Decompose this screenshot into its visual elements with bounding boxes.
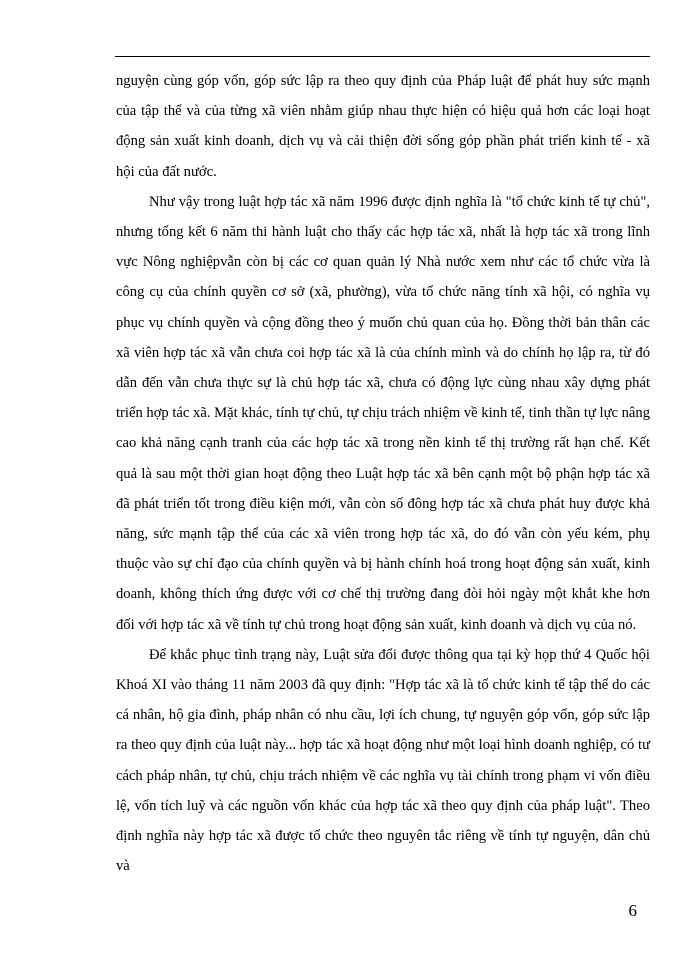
body-text bbox=[116, 66, 650, 881]
paragraph-continuation: nguyện cùng góp vốn, góp sức lập ra theo quy định của Pháp luật để phát huy sức mạnh của tập thể và của từng xã viên nhằm giúp nhau thực hiện có hiệu quả hơn các loại hoạt động sản xuất kinh doanh, dịch vụ và cải thiện đời sống góp phần phát triển kinh tế - xã hội của đất nước. bbox=[116, 73, 650, 180]
paragraph-amended-law: Để khắc phục tình trạng này, Luật sửa đổi được thông qua tại kỳ họp thứ 4 Quốc hội Khoá XI vào tháng 11 năm 2003 đã quy định: "Hợp tác xã là tổ chức kinh tế tập thể do các cá nhân, hộ gia đình, pháp nhân có nhu cầu, lợi ích chung, tự nguyện góp vốn, góp sức lập ra theo quy định của luật này... hợp tác xã hoạt động như một loại hình doanh nghiệp, có tư cách pháp nhân, tự chủ, chịu trách nhiệm về các nghĩa vụ tài chính trong phạm vi vốn điều lệ, vốn tích luỹ và các nguồn vốn khác của hợp tác xã theo quy định của pháp luật". Theo định nghĩa này hợp tác xã được tổ chức theo nguyên tắc riêng về tính tự nguyện, dân chủ và bbox=[116, 646, 650, 875]
header-rule bbox=[115, 56, 650, 57]
page-number: 6 bbox=[628, 901, 637, 920]
paragraph-cooperative-autonomy: Như vậy trong luật hợp tác xã năm 1996 được định nghĩa là "tổ chức kinh tế tự chủ", nhưng tổng kết 6 năm thi hành luật cho thấy các hợp tác xã, nhất là hợp tác xã trong lĩnh vực Nông nghiệpvẫn còn bị các cơ quan quản lý Nhà nước xem như các tổ chức vừa là công cụ của chính quyền cơ sở (xã, phường), vừa tổ chức năng tính xã hội, có nghĩa vụ phục vụ chính quyền và cộng đồng theo ý muốn chủ quan của họ. Đồng thời bản thân các xã viên hợp tác xã vẫn chưa coi hợp tác xã là của chính mình và do chính họ lập ra, từ đó dẫn đến vẫn chưa thực sự là chủ hợp tác xã, chưa có động lực cùng nhau xây dựng phát triển hợp tác xã. Mặt khác, tính tự chủ, tự chịu trách nhiệm về kinh tế, tinh thần tự lực nâng cao khả năng cạnh tranh của các hợp tác xã trong nền kinh tế thị trường rất hạn chế. Kết quả là sau một thời gian hoạt động theo Luật hợp tác xã bên cạnh một bộ phận hợp tác xã đã phát triển tốt trong điều kiện mới, vẫn còn số đông hợp tác xã chưa phát huy được khả năng, sức mạnh tập thể của các xã viên trong hợp tác xã, do đó vẫn còn yếu kém, phụ thuộc vào sự chỉ đạo của chính quyền và bị hành chính hoá trong hoạt động sản xuất, kinh doanh, không thích ứng được với cơ chế thị trường đang đòi hỏi ngày một khắt khe hơn đối với hợp tác xã về tính tự chủ trong hoạt động sản xuất, kinh doanh và dịch vụ của nó. bbox=[116, 193, 650, 633]
